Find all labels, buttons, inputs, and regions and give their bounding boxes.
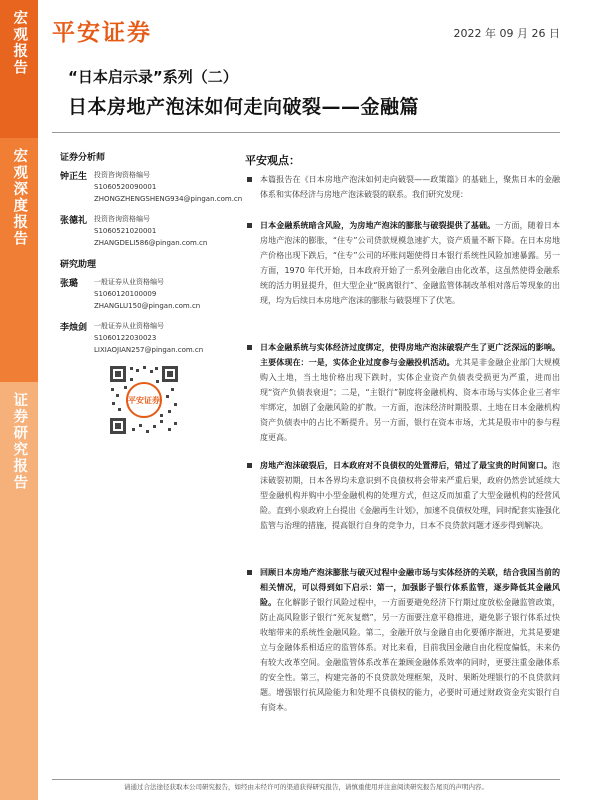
assistant-license-label: 一般证券从业资格编号: [94, 278, 164, 286]
analyst-license-number: S1060521020001: [94, 227, 157, 235]
assistant-license-number: S1060120100009: [94, 290, 157, 298]
assistant-name: 李烛剑: [60, 323, 88, 333]
bullet-item: [247, 340, 560, 445]
bullet-item: [247, 218, 560, 308]
analyst-name: 张德礼: [60, 216, 88, 226]
report-title: 日本房地产泡沫如何走向破裂——金融篇: [68, 96, 420, 118]
assistant-entry: [60, 276, 230, 312]
bullet-bold-lead: 房地产泡沫破裂后，日本政府对不良债权的处置滞后，错过了最宝贵的时间窗口。: [260, 461, 552, 470]
bullet-square-icon: [247, 345, 252, 350]
sidebar-macro-report: 宏观报告: [0, 0, 38, 138]
bullet-square-icon: [247, 463, 252, 468]
analyst-license-label: 投资咨询资格编号: [94, 171, 150, 179]
bullet-square-icon: [247, 223, 252, 228]
views-section: [245, 152, 563, 174]
bullet-item: [247, 565, 560, 715]
footer-divider: [52, 779, 560, 780]
sidebar-securities-research-report: 证券研究报告: [0, 382, 38, 800]
bullet-text: 尤其是非金融企业部门大规模购入土地，当土地价格出现下跌时，实体企业资产负债表受损更为严重，进而出现“资产负债表衰退”；二是，“主银行”制度将金融机构、资本市场与实体企业三者牢牢绑定，加剧了金融风险的扩散。一方面，泡沫经济时期股票、土地在日本金融机构资产负债表中的占比不断提升。另一方面，银行在资本市场，尤其是股市中的参与程度更高。: [260, 358, 561, 442]
analyst-panel: [60, 150, 243, 436]
qr-code-icon[interactable]: [108, 364, 180, 436]
assistants-heading: 研究助理: [60, 260, 97, 270]
analysts-heading: 证券分析师: [60, 153, 106, 163]
views-heading: 平安观点：: [245, 154, 300, 167]
bullet-text: 一方面，随着日本房地产泡沫的膨胀，“住专”公司贷款规模急速扩大，资产质量不断下降。在日本房地产价格出现下跌后，“住专”公司的坏账问题使得日本银行系统性风险加速暴露。另一方面，1970 年代开始，日本政府开始了一系列金融自由化改革，这虽然使得金融系统的活力明显提升，但大型企业“脱离银行”、金融监管体制改革相对落后等现象的出现，均为后续日本房地产泡沫的膨胀与破裂埋下了伏笔。: [260, 221, 561, 305]
bullet-text: 泡沫破裂初期，日本各界均未意识到不良债权将会带来严重后果，政府仍然尝试延续大型金融机构并购中小型金融机构的处理方式，但这反而加重了大型金融机构的经营风险。直到小泉政府上台提出《金融再生计划》，加速不良债权处理，同时配套实施强化监管与治理的措施，提高银行自身的竞争力，日本不良贷款问题才逐步得到解决。: [260, 461, 560, 530]
analyst-email[interactable]: ZHONGZHENGSHENG934@pingan.com.cn: [94, 195, 243, 203]
assistant-license-label: 一般证券从业资格编号: [94, 322, 164, 330]
analyst-license-number: S1060520090001: [94, 183, 157, 191]
bullet-bold-lead: 日本金融系统与实体经济过度绑定，使得房地产泡沫破裂产生了更广泛深远的影响。主要体现在：一是，实体企业过度参与金融投机活动。: [260, 343, 560, 367]
assistant-license-number: S1060122030023: [94, 334, 157, 342]
assistant-name: 张璐: [60, 279, 79, 289]
analyst-name: 钟正生: [60, 172, 88, 182]
bullet-bold-lead: 回顾日本房地产泡沫膨胀与破灭过程中金融市场与实体经济的关联，结合我国当前的相关情况，可以得到如下启示：第一，加强影子银行体系监管，逐步降低其金融风险。: [260, 568, 560, 607]
assistant-email[interactable]: ZHANGLU150@pingan.com.cn: [94, 302, 201, 310]
bullet-text: 在化解影子银行风险过程中，一方面要避免经济下行期过度放松金融监管政策，防止高风险影子银行“死灰复燃”，另一方面要注意平稳推进，避免影子银行体系过快收缩带来的系统性金融风险。第二，金融开放与金融自由化要循序渐进，尤其是要建立与金融体系相适应的监管体系。对比来看，目前我国金融自由化程度偏低，未来仍有较大改革空间。金融监管体系改革在兼顾金融体系效率的同时，更要注重金融体系的安全性。第三，构建完备的不良贷款处理框架，及时、果断处理银行的不良贷款问题。增强银行抗风险能力和处理不良债权的能力，必要时可通过财政资金充实银行自有资本。: [260, 598, 561, 712]
bullet-bold-lead: 日本金融系统暗含风险，为房地产泡沫的膨胀与破裂提供了基础。: [260, 221, 496, 230]
pingan-securities-logo: 平安证券: [52, 20, 152, 46]
analyst-email[interactable]: ZHANGDELI586@pingan.com.cn: [94, 239, 208, 247]
qr-logo-label: 平安证券: [128, 396, 160, 405]
header-divider: [52, 132, 560, 133]
bullet-text: 本篇报告在《日本房地产泡沫如何走向破裂——政策篇》的基础上，聚焦日本的金融体系和实体经济与房地产泡沫破裂的联系。我们研究发现：: [260, 175, 560, 199]
bullet-item: [247, 172, 560, 202]
bullet-square-icon: [247, 570, 252, 575]
analyst-entry: [60, 169, 243, 205]
bullet-square-icon: [247, 177, 252, 182]
bullet-item: [247, 458, 560, 533]
series-title: “日本启示录”系列（二）: [68, 68, 238, 86]
analyst-entry: [60, 213, 230, 249]
assistant-email[interactable]: LIXIAOJIAN257@pingan.com.cn: [94, 346, 204, 354]
footer-disclaimer: 请通过合法途径获取本公司研究报告，如经由未经许可的渠道获得研究报告，请慎重使用并注意阅读研究报告尾页的声明内容。: [124, 783, 488, 791]
sidebar-macro-deep-report: 宏观深度报告: [0, 138, 38, 382]
report-date: 2022 年 09 月 26 日: [453, 27, 560, 40]
report-type-sidebar: [0, 0, 38, 800]
analyst-license-label: 投资咨询资格编号: [94, 215, 150, 223]
assistant-entry: [60, 320, 230, 356]
